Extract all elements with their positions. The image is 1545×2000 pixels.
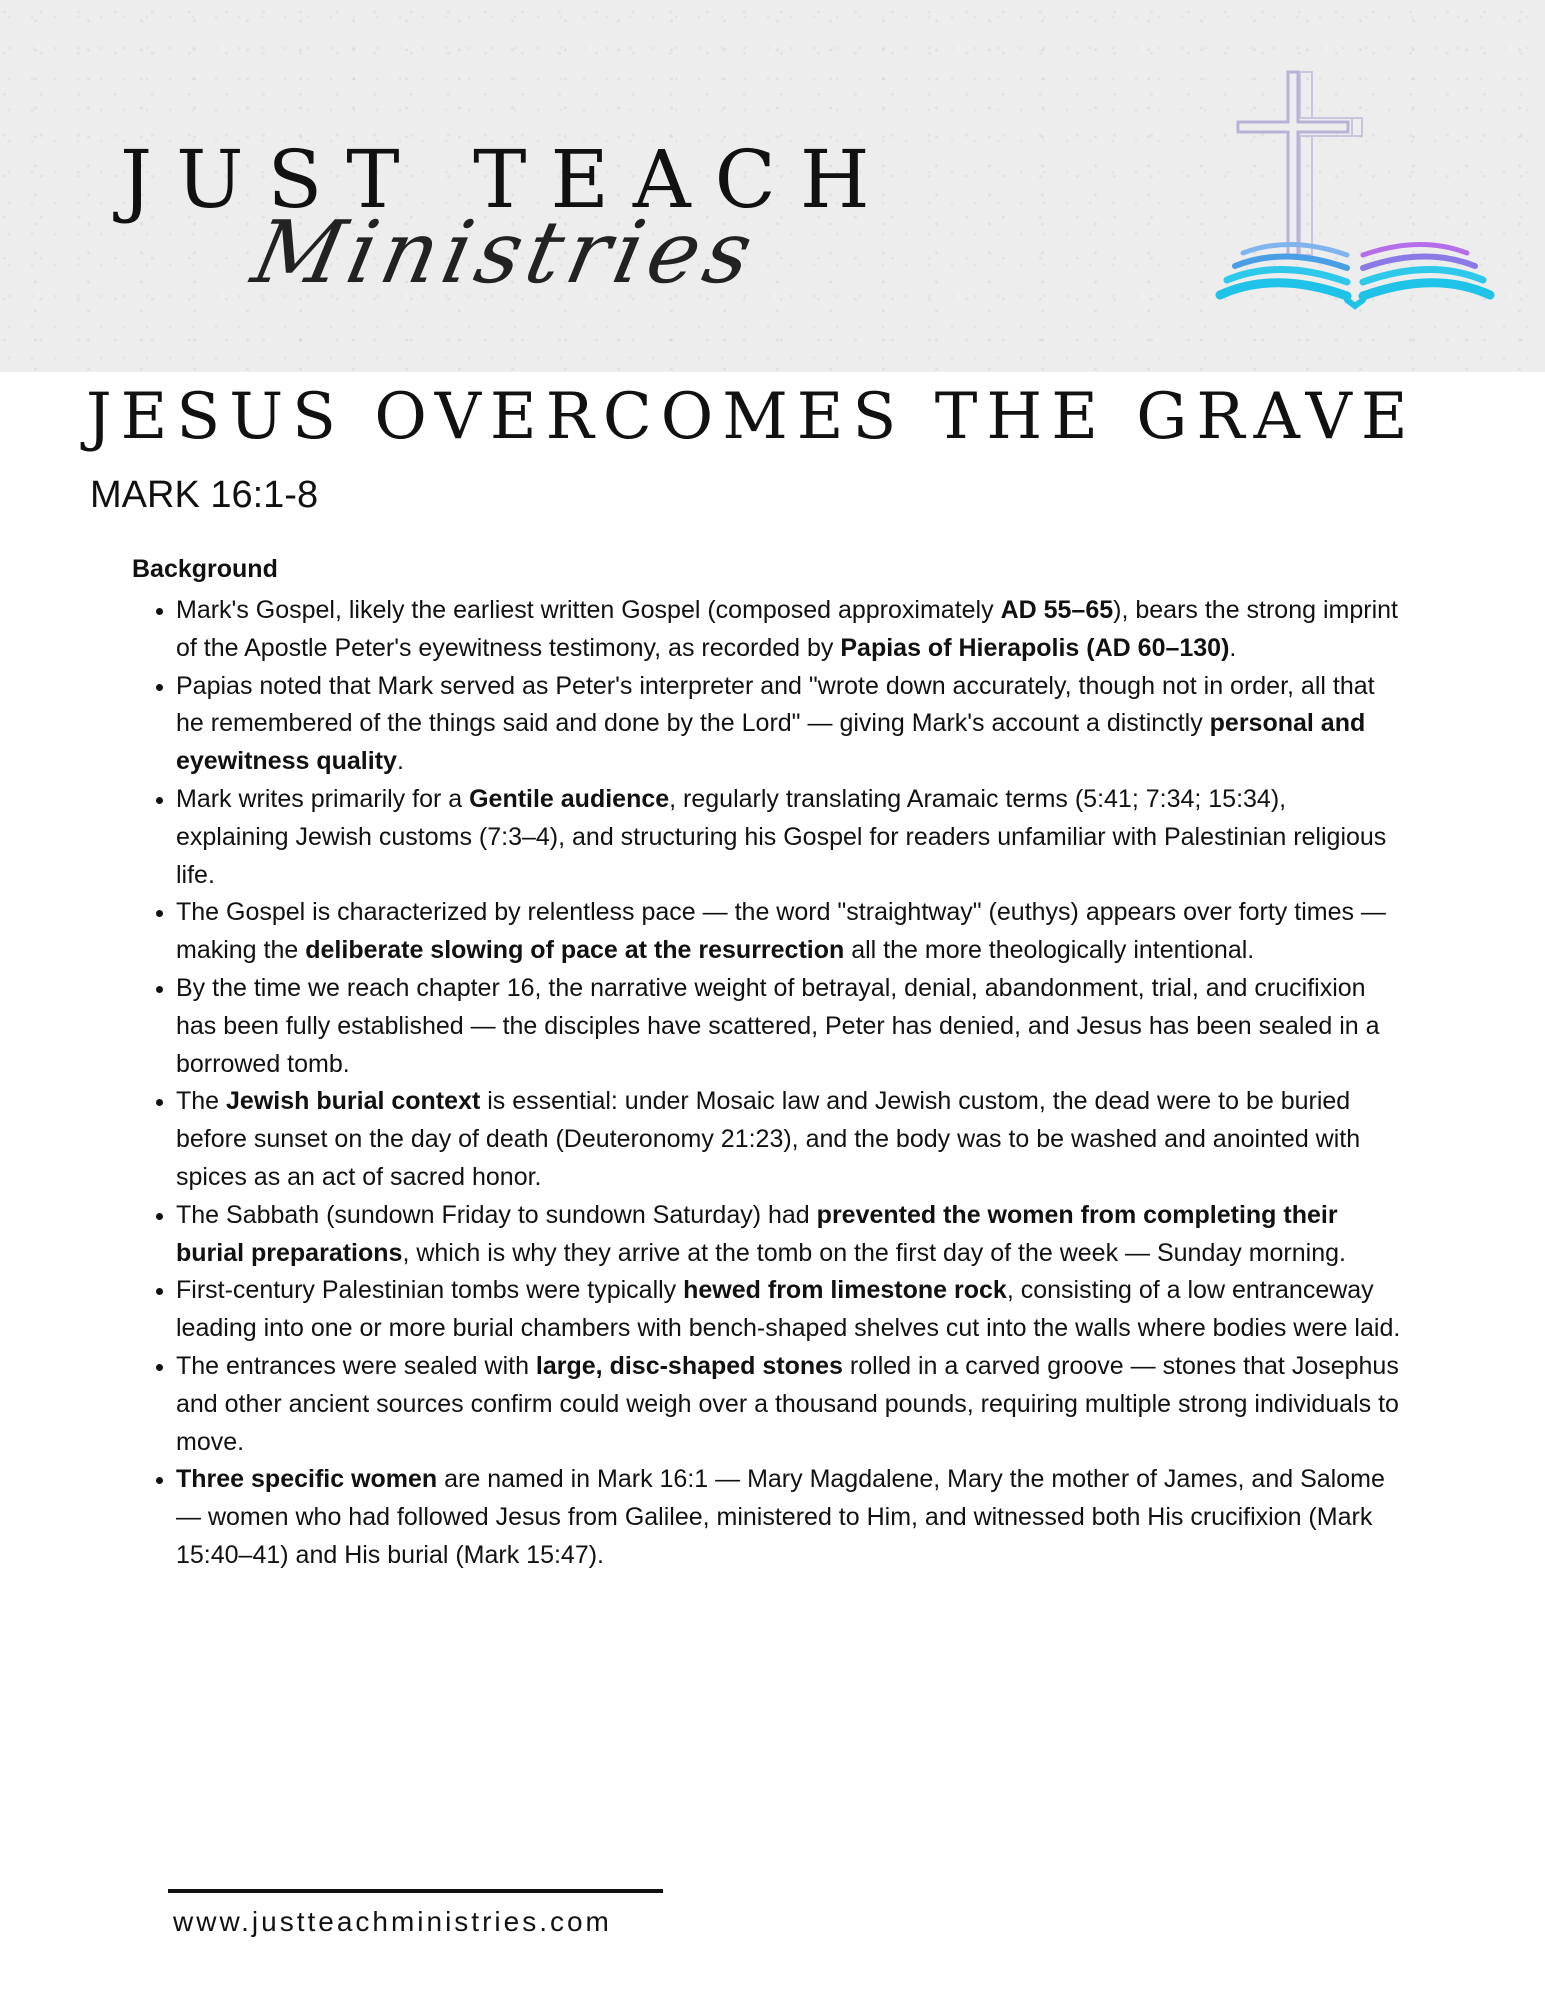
body-text: all the more theologically intentional. <box>844 936 1255 965</box>
emphasis-text: prevented the women from completing their burial preparations <box>176 1200 1338 1267</box>
body-text: By the time we reach chapter 16, the narrative weight of betrayal, denial, abandonment, trial, and crucifixion has been fully established — the disciples have scattered, Peter has denied, and Jesus has been sealed in a borrowed tomb. <box>176 973 1380 1078</box>
list-item <box>176 781 1402 894</box>
list-item <box>176 668 1402 781</box>
brand-logo-script: Ministries <box>244 203 767 303</box>
body-text: . <box>396 747 404 776</box>
emphasis-text: Gentile audience <box>469 784 670 813</box>
list-item <box>176 1197 1402 1273</box>
page-title: JESUS OVERCOMES THE GRAVE <box>86 380 1417 454</box>
body-text: rolled in a carved groove — stones that Josephus and other ancient sources confirm could weigh over a thousand pounds, requiring multiple strong individuals to move. <box>176 1351 1399 1456</box>
body-text: ), bears the strong imprint of the Apostle Peter's eyewitness testimony, as recorded by <box>176 596 1398 662</box>
body-text: First-century Palestinian tombs were typically <box>176 1276 684 1305</box>
brand-logo-text: JUST TEACH <box>120 133 894 226</box>
list-item <box>176 1348 1402 1461</box>
header-banner <box>0 0 1545 372</box>
body-text: , regularly translating Aramaic terms (5:41; 7:34; 15:34), explaining Jewish customs (7:3–4), and structuring his Gospel for readers unfamiliar with Palestinian religious life. <box>176 784 1387 889</box>
body-text: are named in Mark 16:1 — Mary Magdalene, Mary the mother of James, and Salome — women who had followed Jesus from Galilee, ministered to Him, and witnessed both His crucifixion (Mark 15:40–41) and His burial (Mark 15:47). <box>176 1465 1385 1569</box>
body-text: The Gospel is characterized by relentless pace — the word "straightway" (euthys) appears over forty times — making the <box>176 898 1386 965</box>
cross-over-open-bible-icon <box>1215 70 1495 310</box>
body-text: . <box>1229 633 1237 662</box>
body-text: The Sabbath (sundown Friday to sundown Saturday) had <box>176 1200 817 1229</box>
background-bullet-list <box>132 592 1402 1575</box>
list-item <box>176 1272 1402 1348</box>
emphasis-text: Three specific women <box>176 1465 438 1494</box>
emphasis-text: Papias of Hierapolis (AD 60–130) <box>840 633 1230 662</box>
list-item <box>176 1461 1402 1574</box>
cross-icon <box>1238 72 1362 255</box>
body-text: Mark writes primarily for a <box>176 784 470 813</box>
footer-website-link[interactable]: www.justteachministries.com <box>173 1906 612 1937</box>
scripture-reference: MARK 16:1-8 <box>90 474 319 516</box>
background-section <box>132 552 1402 1575</box>
body-text: The <box>176 1087 227 1116</box>
list-item <box>176 970 1402 1083</box>
emphasis-text: large, disc-shaped stones <box>535 1351 843 1380</box>
body-text: , consisting of a low entranceway leading into one or more burial chambers with bench-shaped shelves cut into the walls where bodies were laid. <box>176 1276 1401 1343</box>
section-heading: Background <box>132 555 278 583</box>
body-text: The entrances were sealed with <box>176 1351 536 1380</box>
emphasis-text: personal and eyewitness quality <box>176 709 1366 776</box>
emphasis-text: hewed from limestone rock <box>683 1276 1007 1305</box>
body-text: is essential: under Mosaic law and Jewish custom, the dead were to be buried before sunset on the day of death (Deuteronomy 21:23), and the body was to be washed and anointed with spices as an act of sacred honor. <box>176 1087 1361 1191</box>
open-bible-icon <box>1220 244 1490 306</box>
footer-divider <box>168 1889 663 1893</box>
list-item <box>176 894 1402 970</box>
body-text: Papias noted that Mark served as Peter's interpreter and "wrote down accurately, though not in order, all that he remembered of the things said and done by the Lord" — giving Mark's account a distinctly <box>176 671 1375 738</box>
emphasis-text: AD 55–65 <box>1000 596 1114 624</box>
list-item <box>176 592 1402 668</box>
list-item <box>176 1083 1402 1196</box>
body-text: Mark's Gospel, likely the earliest written Gospel (composed approximately <box>176 596 1001 624</box>
emphasis-text: Jewish burial context <box>226 1087 481 1116</box>
body-text: , which is why they arrive at the tomb on the first day of the week — Sunday morning. <box>402 1238 1346 1267</box>
emphasis-text: deliberate slowing of pace at the resurrection <box>305 936 845 965</box>
